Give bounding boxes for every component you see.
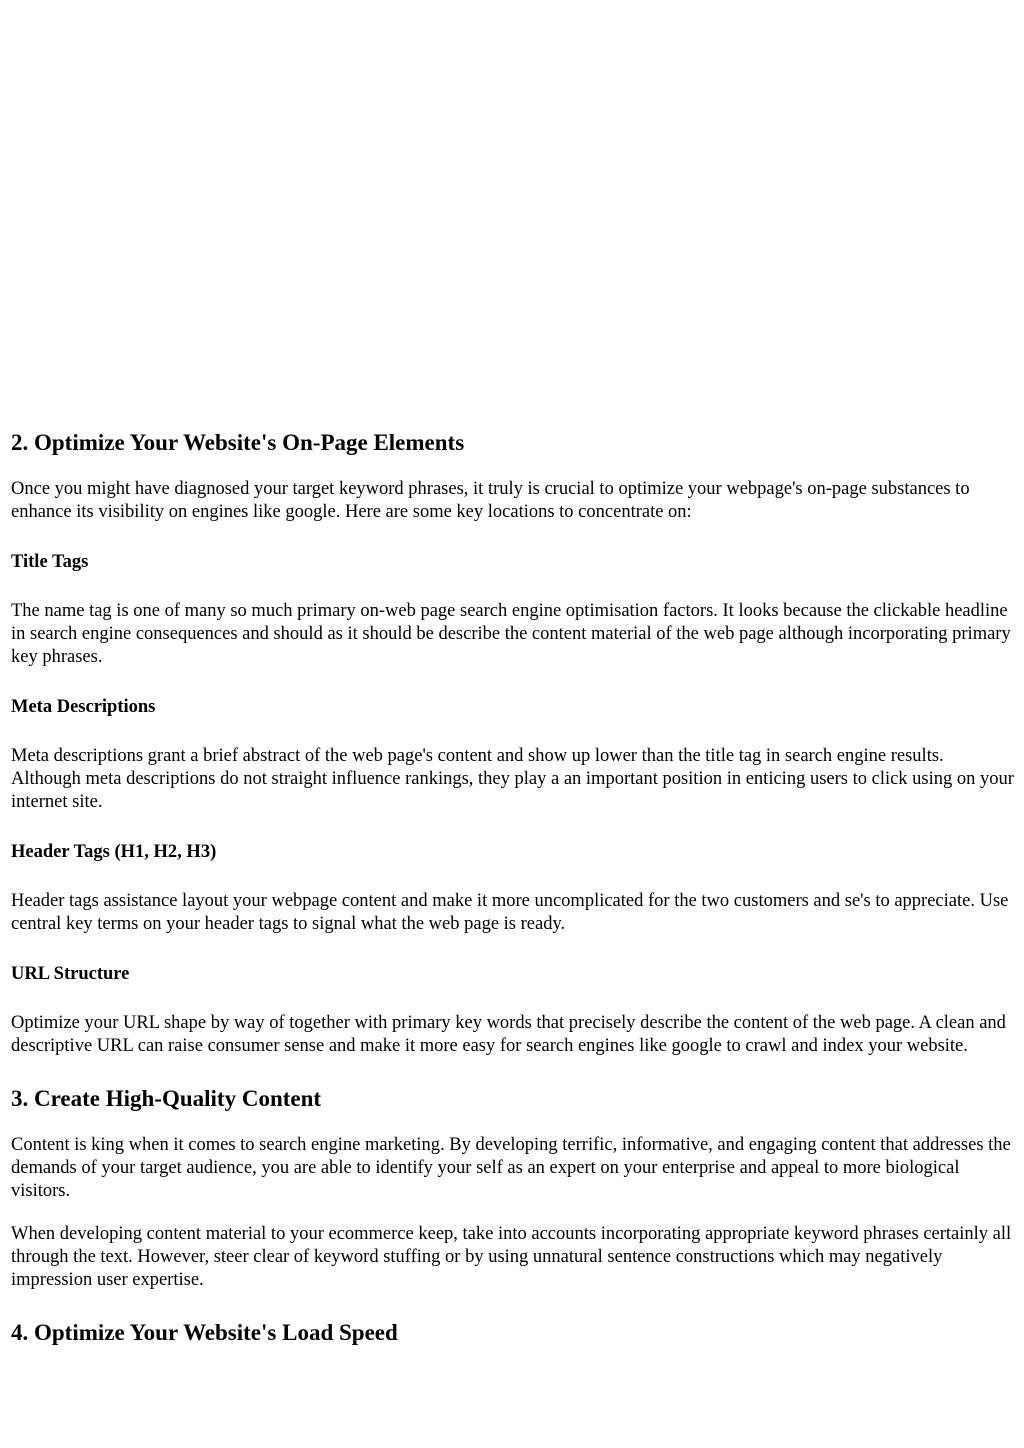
subheading-header-tags: Header Tags (H1, H2, H3) xyxy=(11,842,217,862)
paragraph-developing-content: When developing content material to your ecommerce keep, take into accounts incorporating appropriate keyword phrases certainly all through the text. However, steer clear of keyword stuffing or by using unnatural sentence constructions which may negatively impression user expertise. xyxy=(11,1224,1012,1290)
blank-page-area xyxy=(0,0,1024,420)
paragraph-title-tags: The name tag is one of many so much primary on-web page search engine optimisation factors. It looks because the clickable headline in search engine consequences and should as it should be describe the content material of the web page although incorporating primary key phrases. xyxy=(11,601,1011,667)
article-content xyxy=(11,428,1016,1348)
paragraph-url-structure: Optimize your URL shape by way of together with primary key words that precisely describe the content of the web page. A clean and descriptive URL can raise consumer sense and make it more easy for search engines like google to crawl and index your website. xyxy=(11,1013,1006,1056)
paragraph-content-is-king: Content is king when it comes to search engine marketing. By developing terrific, informative, and engaging content that addresses the demands of your target audience, you are able to identify your self as an expert on your enterprise and appeal to more biological visitors. xyxy=(11,1135,1011,1201)
subheading-title-tags: Title Tags xyxy=(11,552,89,572)
subheading-meta-descriptions: Meta Descriptions xyxy=(11,697,156,717)
section-heading-high-quality-content: 3. Create High-Quality Content xyxy=(11,1086,322,1111)
subheading-url-structure: URL Structure xyxy=(11,964,130,984)
paragraph-header-tags: Header tags assistance layout your webpage content and make it more uncomplicated for the two customers and se's to appreciate. Use central key terms on your header tags to signal what the web page is ready. xyxy=(11,891,1009,934)
section-heading-load-speed: 4. Optimize Your Website's Load Speed xyxy=(11,1320,398,1345)
paragraph-meta-descriptions: Meta descriptions grant a brief abstract of the web page's content and show up lower than the title tag in search engine results. Although meta descriptions do not straight influence rankings, they play a an important position in enticing users to click using on your internet site. xyxy=(11,746,1014,812)
section-heading-on-page-elements: 2. Optimize Your Website's On-Page Elements xyxy=(11,430,465,455)
section-intro-paragraph: Once you might have diagnosed your target keyword phrases, it truly is crucial to optimize your webpage's on-page substances to enhance its visibility on engines like google. Here are some key locations to concentrate on: xyxy=(11,479,970,522)
